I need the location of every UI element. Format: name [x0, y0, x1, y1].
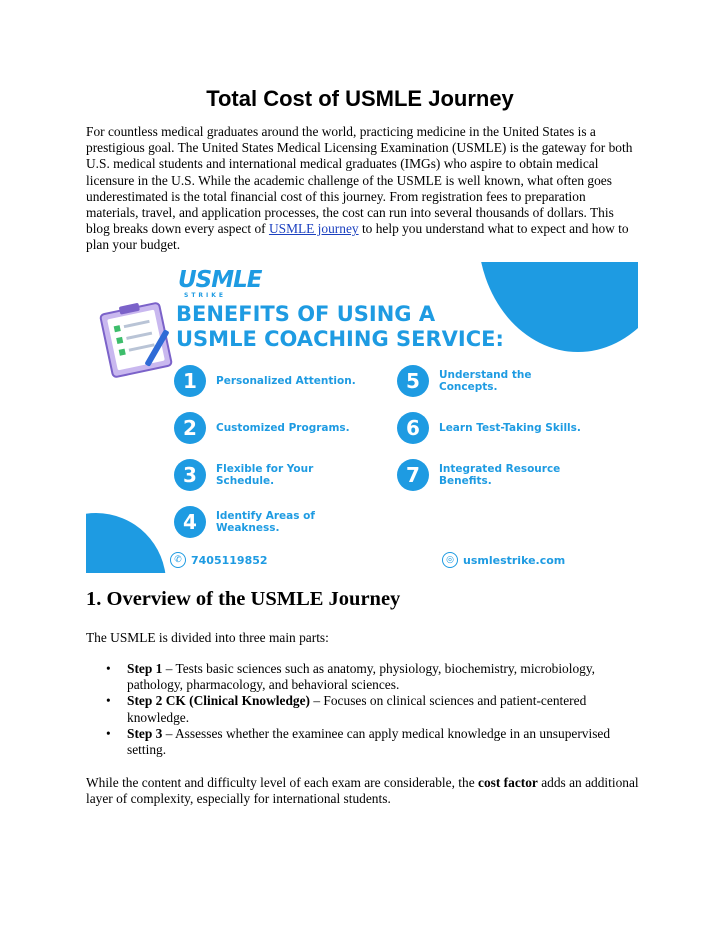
banner-arc-bottom-left	[86, 513, 166, 573]
usmle-journey-link[interactable]: USMLE journey	[268, 221, 359, 237]
benefit-text-6: Learn Test-Taking Skills.	[439, 422, 581, 434]
benefit-text-2: Customized Programs.	[216, 422, 350, 434]
benefit-number-6: 6	[397, 412, 429, 444]
benefit-number-4: 4	[174, 506, 206, 538]
benefits-banner-image	[86, 262, 638, 573]
benefit-text-5: Understand the Concepts.	[439, 369, 532, 393]
bullet-icon: •	[106, 725, 111, 741]
closing-text-after: adds an additional layer of complexity, especially for international students.	[86, 775, 639, 807]
step-label: Step 3	[127, 725, 163, 741]
intro-text-after: to help you understand what to expect and how to plan your budget.	[86, 221, 629, 253]
closing-paragraph	[86, 775, 646, 807]
bullet-icon: •	[106, 661, 111, 676]
benefit-item-7	[397, 458, 569, 492]
benefit-text-1: Personalized Attention.	[216, 375, 356, 387]
section-lead: The USMLE is divided into three main parts:	[86, 630, 329, 645]
banner-headline-line2: USMLE COACHING SERVICE:	[176, 327, 504, 351]
usmle-strike-logo	[178, 268, 278, 300]
phone-icon: ✆	[170, 552, 186, 568]
logo-sub-text: STRIKE	[184, 292, 227, 299]
benefit-number-3: 3	[174, 459, 206, 491]
benefit-text-7: Integrated Resource Benefits.	[439, 463, 561, 487]
list-item	[86, 726, 646, 758]
intro-text-before: For countless medical graduates around the world, practicing medicine in the United States is a prestigious goal. The United States Medical Licensing Examination (USMLE) is the gateway for both U.S. medical students and international medical graduates (IMGs) who aspire to obtain medical licensure in the U.S. While the academic challenge of the USMLE is well known, what often goes underestimated is the total financial cost of this journey. From registration fees to preparation materials, travel, and application processes, the cost can run into several thousands of dollars. This blog breaks down every aspect of	[86, 124, 633, 237]
step-text: – Assesses whether the examinee can apply medical knowledge in an unsupervised setting.	[127, 725, 611, 758]
closing-text-before: While the content and difficulty level of each exam are considerable, the	[86, 775, 479, 790]
closing-bold: cost factor	[478, 775, 538, 790]
list-item	[86, 693, 646, 725]
banner-headline	[176, 302, 636, 352]
step-label: Step 2 CK (Clinical Knowledge)	[127, 693, 311, 709]
benefit-number-1: 1	[174, 365, 206, 397]
bullet-icon: •	[106, 693, 111, 709]
benefit-item-2	[174, 411, 356, 445]
step-text: – Focuses on clinical sciences and patient-centered knowledge.	[127, 693, 587, 725]
page-title: Total Cost of USMLE Journey	[206, 86, 514, 111]
banner-phone-text: 7405119852	[191, 553, 268, 567]
banner-headline-line1: BENEFITS OF USING A	[176, 302, 436, 326]
logo-main-text: USMLE	[178, 267, 262, 293]
steps-list	[86, 661, 646, 758]
benefit-number-2: 2	[174, 412, 206, 444]
benefit-item-1	[174, 364, 356, 398]
banner-website-text: usmlestrike.com	[463, 553, 566, 567]
banner-website	[442, 552, 565, 568]
step-text: – Tests basic sciences such as anatomy, physiology, biochemistry, microbiology, pathology, pharmacology, and behavioral sciences.	[127, 661, 596, 693]
benefit-item-6	[397, 411, 599, 445]
benefit-item-4	[174, 505, 326, 539]
benefit-number-7: 7	[397, 459, 429, 491]
benefit-text-3: Flexible for Your Schedule.	[216, 463, 314, 487]
step-label: Step 1	[127, 661, 163, 676]
clipboard-checklist-icon	[92, 298, 182, 378]
banner-phone	[170, 552, 268, 568]
section-heading: 1. Overview of the USMLE Journey	[86, 588, 401, 610]
globe-icon: ◎	[442, 552, 458, 568]
benefit-item-3	[174, 458, 326, 492]
intro-paragraph	[86, 124, 638, 254]
benefit-item-5	[397, 364, 539, 398]
benefit-text-4: Identify Areas of Weakness.	[216, 510, 315, 534]
benefit-number-5: 5	[397, 365, 429, 397]
list-item	[86, 661, 646, 693]
